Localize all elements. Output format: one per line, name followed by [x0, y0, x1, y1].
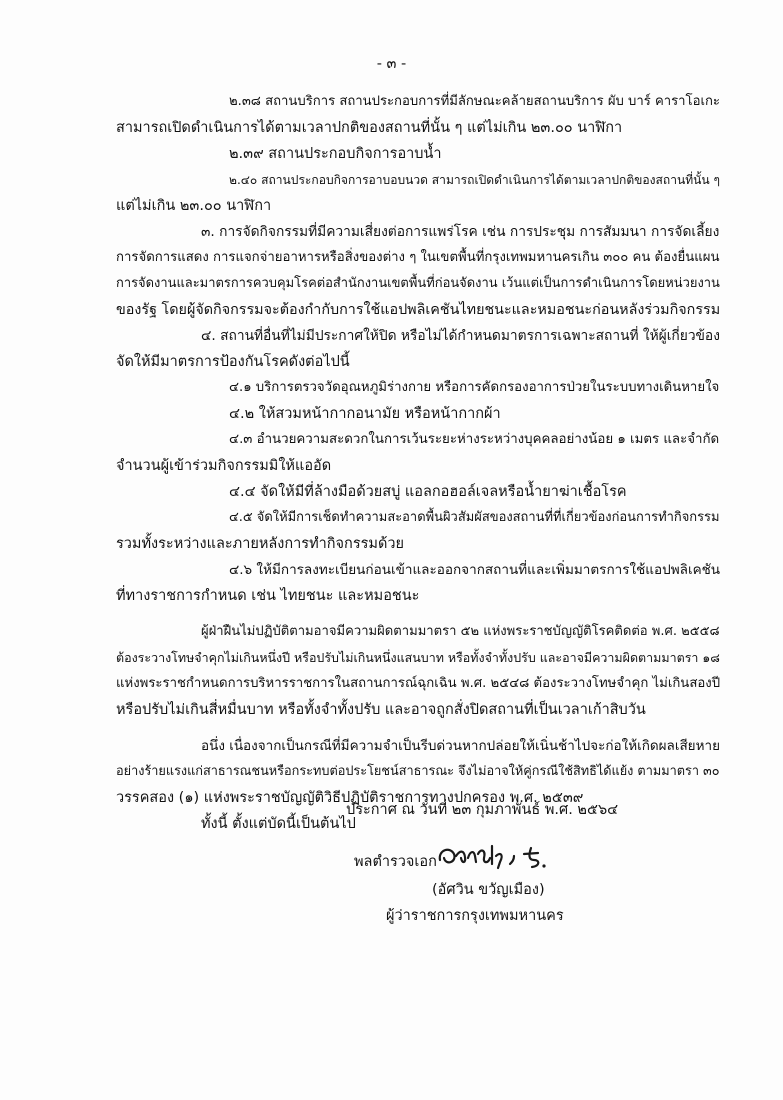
text-line: ๒.๓๙ สถานประกอบกิจการอาบน้ำ	[229, 146, 442, 162]
text-line: สามารถเปิดดำเนินการได้ตามเวลาปกติของสถานที่นั้น ๆ แต่ไม่เกิน ๒๓.๐๐ นาฬิกา	[116, 120, 623, 136]
text-line: ๔. สถานที่อื่นที่ไม่มีประกาศให้ปิด หรือไม่ได้กำหนดมาตรการเฉพาะสถานที่ ให้ผู้เกี่ยวข้อง	[201, 328, 720, 344]
text-line: ๔.๒ ให้สวมหน้ากากอนามัย หรือหน้ากากผ้า	[229, 406, 501, 422]
text-line: ๔.๑ บริการตรวจวัดอุณหภูมิร่างกาย หรือการคัดกรองอาการป่วยในระบบทางเดินหายใจ	[229, 380, 720, 395]
page-number: - ๓ -	[376, 56, 407, 72]
text-line: แต่ไม่เกิน ๒๓.๐๐ นาฬิกา	[116, 198, 272, 214]
text-line: ๒.๓๘ สถานบริการ สถานประกอบการที่มีลักษณะคล้ายสถานบริการ ผับ บาร์ คาราโอเกะ	[229, 94, 720, 109]
text-line: ต้องระวางโทษจำคุกไม่เกินหนึ่งปี หรือปรับไม่เกินหนึ่งแสนบาท หรือทั้งจำทั้งปรับ และอาจมีความผิดตามมาตรา ๑๘	[116, 650, 720, 665]
text-line: แห่งพระราชกำหนดการบริหารราชการในสถานการณ์ฉุกเฉิน พ.ศ. ๒๕๔๘ ต้องระวางโทษจำคุก ไม่เกินสองปี	[116, 676, 721, 691]
signer-rank: พลตำรวจเอก	[354, 854, 437, 870]
text-line: จัดให้มีมาตรการป้องกันโรคดังต่อไปนี้	[116, 354, 350, 370]
text-line: ผู้ฝ่าฝืนไม่ปฏิบัติตามอาจมีความผิดตามมาตรา ๕๒ แห่งพระราชบัญญัติโรคติดต่อ พ.ศ. ๒๕๕๘	[201, 624, 720, 639]
text-line: วรรคสอง (๑) แห่งพระราชบัญญัติวิธีปฏิบัติราชการทางปกครอง พ.ศ. ๒๕๓๙	[116, 790, 584, 806]
text-line: การจัดงานและมาตรการควบคุมโรคต่อสำนักงานเขตพื้นที่ก่อนจัดงาน เว้นแต่เป็นการดำเนินการโดยหน่วยงาน	[116, 276, 720, 291]
text-line: ๔.๕ จัดให้มีการเช็ดทำความสะอาดพื้นผิวสัมผัสของสถานที่ที่เกี่ยวข้องก่อนการทำกิจกรรม	[229, 510, 720, 525]
text-line: อนึ่ง เนื่องจากเป็นกรณีที่มีความจำเป็นรีบด่วนหากปล่อยให้เนิ่นช้าไปจะก่อให้เกิดผลเสียหาย	[201, 738, 720, 754]
text-line: อย่างร้ายแรงแก่สาธารณชนหรือกระทบต่อประโยชน์สาธารณะ จึงไม่อาจให้คู่กรณีใช้สิทธิได้แย้ง ตามมาตรา ๓๐	[116, 764, 720, 779]
text-line: ที่ทางราชการกำหนด เช่น ไทยชนะ และหมอชนะ	[116, 588, 420, 604]
text-line: จำนวนผู้เข้าร่วมกิจกรรมมิให้แออัด	[116, 458, 332, 474]
announcement-date: ประกาศ ณ วันที่ ๒๓ กุมภาพันธ์ พ.ศ. ๒๕๖๔	[346, 802, 619, 818]
text-line: ๓. การจัดกิจกรรมที่มีความเสี่ยงต่อการแพร่โรค เช่น การประชุม การสัมมนา การจัดเลี้ยง	[201, 224, 720, 240]
text-line: รวมทั้งระหว่างและภายหลังการทำกิจกรรมด้วย	[116, 536, 405, 552]
text-line: การจัดการแสดง การแจกจ่ายอาหารหรือสิ่งของต่าง ๆ ในเขตพื้นที่กรุงเทพมหานครเกิน ๓๐๐ คน ต้องยื่นแผน	[116, 250, 720, 265]
text-line: หรือปรับไม่เกินสี่หมื่นบาท หรือทั้งจำทั้งปรับ และอาจถูกสั่งปิดสถานที่เป็นเวลาเก้าสิบวัน	[116, 702, 646, 718]
text-line: ๔.๖ ให้มีการลงทะเบียนก่อนเข้าและออกจากสถานที่และเพิ่มมาตรการใช้แอปพลิเคชัน	[229, 562, 721, 578]
handwritten-signature	[434, 838, 554, 876]
text-line: ๒.๔๐ สถานประกอบกิจการอาบอบนวด สามารถเปิดดำเนินการได้ตามเวลาปกติของสถานที่นั้น ๆ	[229, 173, 720, 187]
text-line: ๔.๓ อำนวยความสะดวกในการเว้นระยะห่างระหว่างบุคคลอย่างน้อย ๑ เมตร และจำกัด	[229, 432, 720, 447]
signer-name: (อัศวิน ขวัญเมือง)	[432, 882, 545, 898]
signer-title: ผู้ว่าราชการกรุงเทพมหานคร	[386, 908, 564, 924]
text-line: ๔.๔ จัดให้มีที่ล้างมือด้วยสบู่ แอลกอฮอล์เจลหรือน้ำยาฆ่าเชื้อโรค	[229, 484, 627, 500]
text-line: ของรัฐ โดยผู้จัดกิจกรรมจะต้องกำกับการใช้แอปพลิเคชันไทยชนะและหมอชนะก่อนหลังร่วมกิจกรรม	[116, 302, 721, 318]
text-line: ทั้งนี้ ตั้งแต่บัดนี้เป็นต้นไป	[201, 816, 356, 832]
